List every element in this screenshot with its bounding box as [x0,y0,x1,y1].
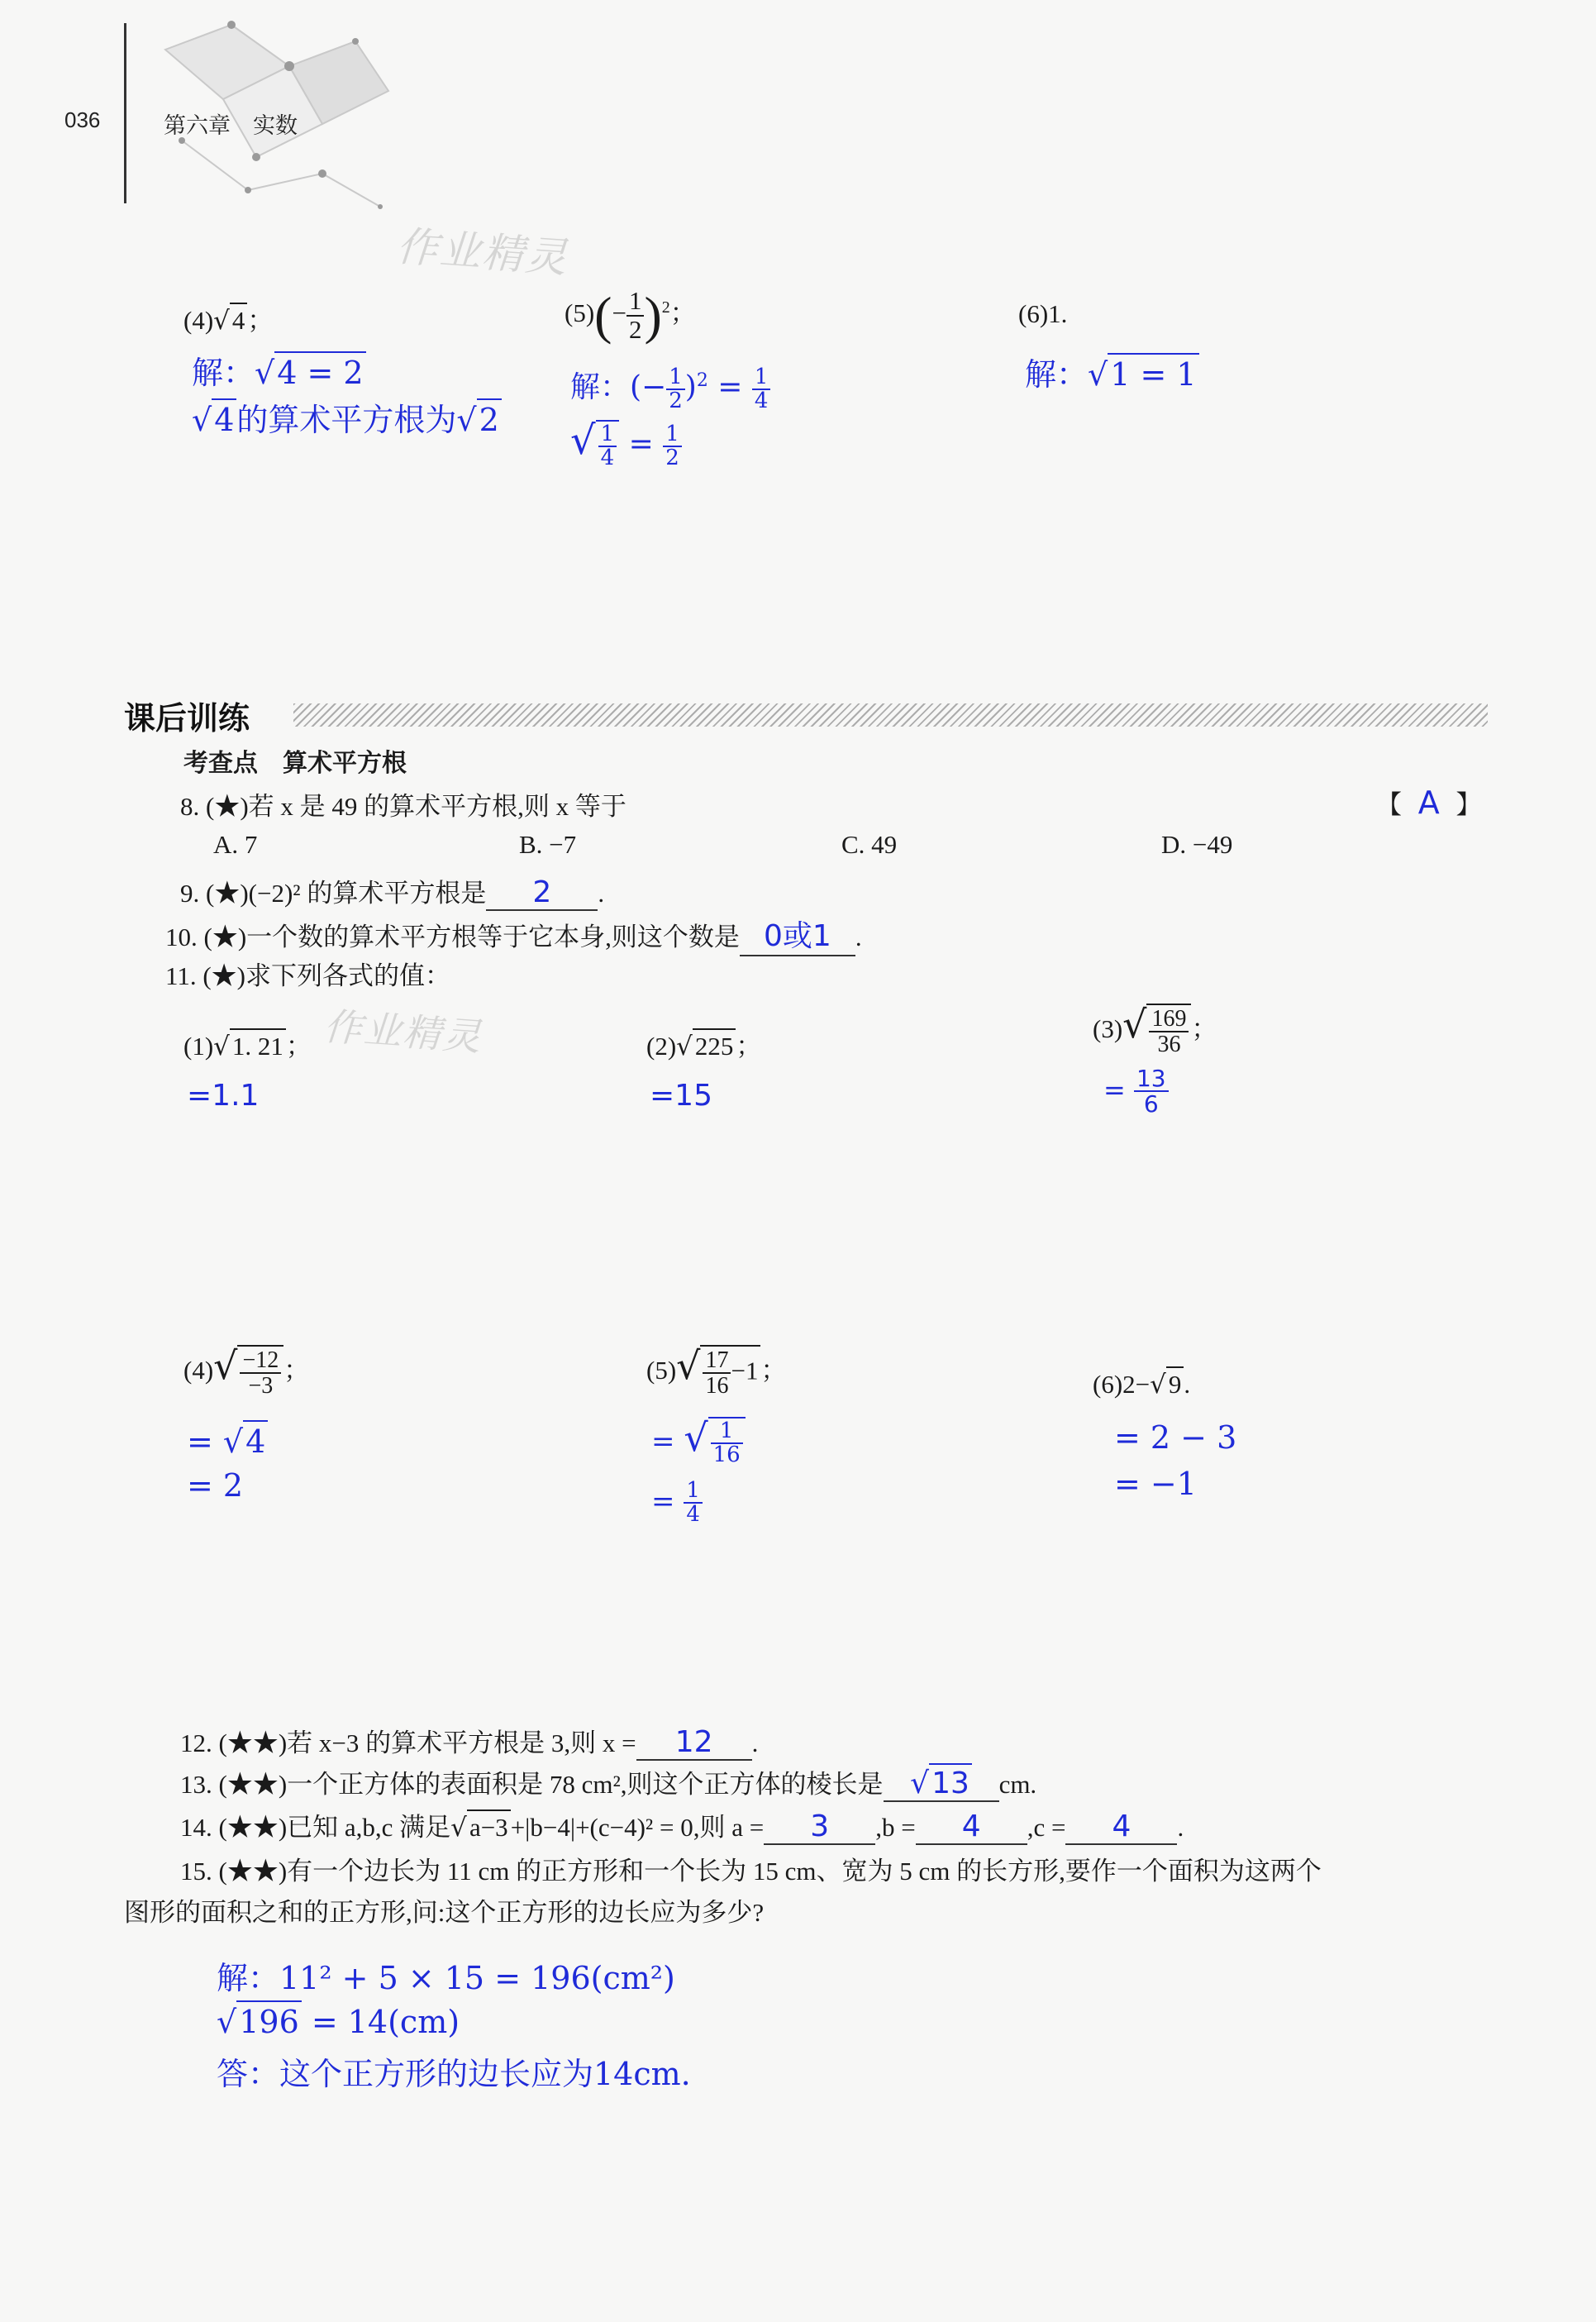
q11-item-4: (4)√ $\frac{-12}{-3}$ ； [183,1343,310,1399]
header-divider [124,23,126,203]
question-10-answer: 0或1 [764,919,831,953]
q11-item-3: (3)√ $\frac{169}{36}$ ； [1093,1002,1217,1057]
q15-solution-1: 解：11² + 5 × 15 = 196(cm²) [217,1960,675,1996]
problem-6: (6)1. [1018,299,1068,328]
problem-4: (4)√4； [183,299,273,336]
question-9-answer: 2 [532,875,552,909]
question-14: 14. (★★)已知 a,b,c 满足√a−3+|b−4|+(c−4)² = 0,则 a = 3 ,b = 4 ,c = 4 . [180,1809,1184,1843]
q8-option-d: D. −49 [1161,830,1233,859]
question-13-answer: √13 [910,1767,972,1800]
question-14-answer-a: 3 [810,1809,830,1843]
question-12: 12. (★★)若 x−3 的算术平方根是 3,则 x = 12 . [180,1725,759,1759]
question-14-answer-b: 4 [961,1809,981,1843]
question-10: 10. (★)一个数的算术平方根等于它本身,则这个数是 0或1 . [165,913,862,956]
q11-answer-4-line1: = √4 [187,1420,268,1460]
q11-item-5: (5)√ $\frac{17}{16}$ −1； [646,1343,787,1399]
q11-answer-5-line2: = $\frac{1}{4}$ [651,1480,703,1527]
watermark: 作业精灵 [394,222,570,283]
q11-item-6: (6)2−√9. [1093,1366,1190,1399]
problem-5: (5)(− $\frac{1}{2}$ )$^2$； [565,286,696,345]
watermark-2: 作业精灵 [322,1004,484,1060]
answer-5-line1: 解：(− $\frac{1}{2}$ )$^2$ = $\frac{1}{4}$ [570,364,770,412]
question-8: 8. (★)若 x 是 49 的算术平方根,则 x 等于 [180,792,626,821]
answer-4-line2: √4的算术平方根为√2 [192,394,502,440]
q8-option-b: B. −7 [519,830,577,859]
q11-answer-6-line1: = 2 − 3 [1114,1419,1237,1456]
q8-option-c: C. 49 [841,830,898,859]
q11-answer-6-line2: = −1 [1114,1466,1197,1502]
question-15-line1: 15. (★★)有一个边长为 11 cm 的正方形和一个长为 15 cm、宽为 5 cm 的长方形,要作一个面积为这两个 [180,1857,1322,1886]
q11-answer-5-line1: = √ $\frac{1}{16}$ [651,1415,746,1466]
q11-answer-3: = $\frac{13}{6}$ [1103,1066,1169,1117]
q11-answer-2: =15 [650,1079,712,1113]
answer-5-line2: √ $\frac{1}{4}$ = $\frac{1}{2}$ [570,417,682,470]
q15-solution-3: 答：这个正方形的边长应为14cm. [217,2056,691,2092]
question-12-answer: 12 [674,1725,713,1759]
question-9: 9. (★)(−2)² 的算术平方根是 2 . [180,875,605,909]
question-8-answer: A [1417,784,1440,821]
section-hatch [293,703,1488,727]
page-number: 036 [64,107,101,132]
question-8-bracket: 【 A 】 [1376,784,1482,821]
subsection-title: 考查点 算术平方根 [183,749,407,778]
q8-option-a: A. 7 [213,830,258,859]
q11-item-2: (2)√225； [646,1025,761,1062]
answer-6: 解：√1 = 1 [1025,349,1199,394]
question-11: 11. (★)求下列各式的值： [165,961,450,990]
q15-solution-2: √196 = 14(cm) [217,2000,460,2040]
question-15-line2: 图形的面积之和的正方形,问:这个正方形的边长应为多少? [124,1898,765,1927]
answer-4-line1: 解：√4 = 2 [192,347,366,393]
q11-item-1: (1)√1. 21； [183,1025,312,1062]
question-13: 13. (★★)一个正方体的表面积是 78 cm²,则这个正方体的棱长是 √13 cm. [180,1763,1036,1802]
question-14-answer-c: 4 [1112,1809,1131,1843]
chapter-title: 第六章 实数 [164,113,298,139]
q11-answer-1: =1.1 [187,1079,260,1113]
section-title: 课后训练 [124,700,250,737]
q11-answer-4-line2: = 2 [187,1467,244,1504]
